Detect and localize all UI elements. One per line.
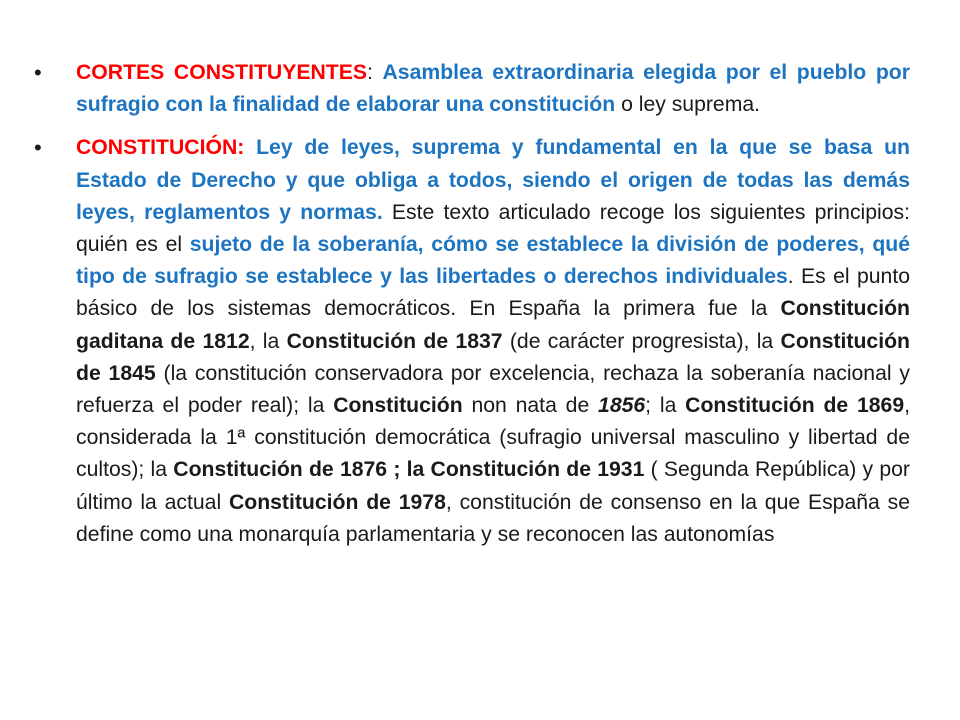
body-text: non nata de [462,394,599,418]
definition-constitucion [34,132,910,551]
principles-highlight: sujeto de la soberanía, cómo se establece la división de poderes, qué tipo de sufragio se establece y las libertades o derechos individuales [76,233,910,289]
definition-list [34,57,910,551]
body-text: (de carácter progresista), la [502,329,781,353]
constitution-1837: Constitución de 1837 [286,329,503,353]
body-text: ; la [645,394,686,418]
term-separator: : [366,61,383,84]
constitution-1845: Constitución de 1845 [76,329,910,385]
body-text: ( Segunda República) y por último la actual [76,458,910,514]
bullet-icon: • [34,60,42,85]
term-constitucion: CONSTITUCIÓN: [76,136,245,160]
body-text: , considerada la 1ª constitución democrática (sufragio universal masculino y libertad de cultos); la [76,394,910,482]
constitution-non-nata: Constitución [333,394,463,418]
year-1856: 1856 [598,394,646,418]
body-text: (la constitución conservadora por excelencia, rechaza la soberanía nacional y refuerza el poder real); la [76,361,910,418]
constitution-1812: Constitución gaditana de 1812 [76,297,910,353]
body-text: Este texto articulado recoge los siguientes principios: quién es el [76,200,911,257]
body-text: , la [249,329,287,353]
constitution-1869: Constitución de 1869 [685,394,905,418]
body-text: . Es el punto básico de los sistemas democráticos. En España la primera fue la [76,265,910,321]
body-text: , constitución de consenso en la que España se define como una monarquía parlamentaria y se reconocen las autonomías [76,490,910,546]
bullet-icon: • [34,135,42,161]
term-cortes-constituyentes: CORTES CONSTITUYENTES [76,61,367,84]
definition-cortes-constituyentes [34,57,910,121]
definition-text-cortes: Asamblea extraordinaria elegida por el pueblo por sufragio con la finalidad de elaborar una constitución [76,61,910,117]
constitution-1978: Constitución de 1978 [228,490,446,514]
definition-tail-cortes: o ley suprema. [615,93,761,117]
constitution-1876-1931: Constitución de 1876 ; la Constitución de 1931 [173,458,645,482]
definition-text-constitucion: Ley de leyes, suprema y fundamental en la que se basa un Estado de Derecho y que obliga a todos, siendo el origen de todas las demás leyes, reglamentos y normas. [76,136,910,224]
